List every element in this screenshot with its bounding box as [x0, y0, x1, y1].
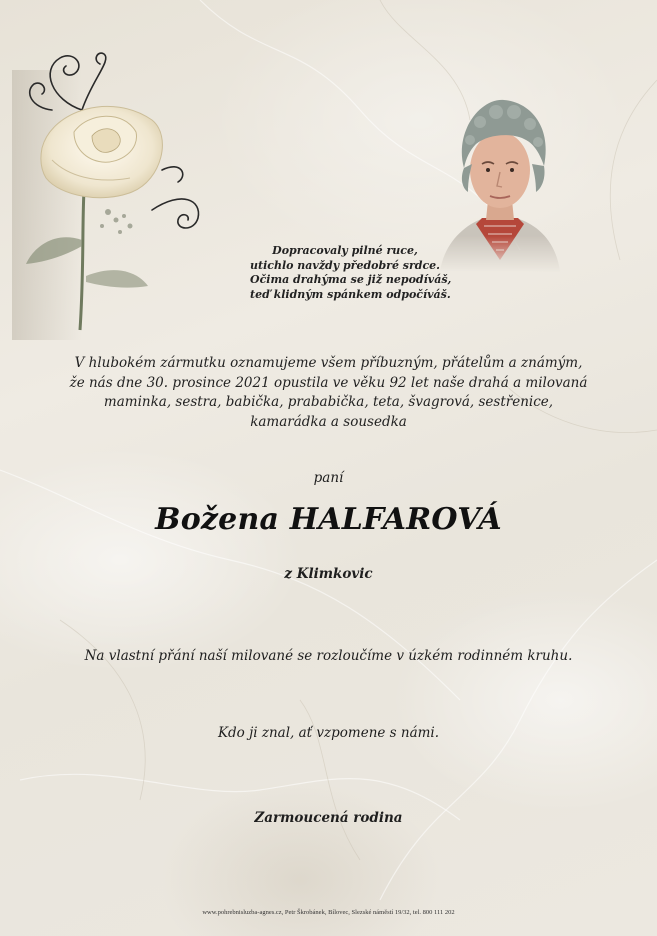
poem-line: Dopracovaly pilné ruce, [272, 244, 418, 257]
remembrance-line: Kdo ji znal, ať vzpomene s námi. [217, 725, 440, 741]
announcement [60, 354, 597, 432]
announcement-line: kamarádka a sousedka [250, 413, 407, 430]
farewell-note: Na vlastní přání naší milované se rozloučíme v úzkém rodinném kruhu. [84, 648, 573, 664]
portrait-photo-icon [440, 92, 560, 272]
salutation: paní [313, 470, 344, 486]
poem-line: teď klidným spánkem odpočíváš. [250, 287, 451, 301]
deceased-origin: z Klimkovic [284, 566, 373, 582]
announcement-line: V hlubokém zármutku oznamujeme všem příbuzným, přátelům a známým, [74, 355, 583, 371]
deceased-name: Božena HALFAROVÁ [155, 502, 502, 537]
poem-line: utichlo navždy předobré srdce. [250, 258, 441, 272]
poem-line: Očima drahýma se již nepodíváš, [250, 273, 452, 286]
announcement-line: že nás dne 30. prosince 2021 opustila ve věku 92 let naše drahá a milovaná [69, 374, 588, 391]
poem [250, 244, 452, 302]
footer-contact: www.pohrebnisluzba-agnes.cz, Petr Škrobánek, Bílovec, Slezské náměstí 19/32, tel. 800 111 202 [202, 909, 455, 916]
announcement-line: maminka, sestra, babička, prababička, teta, švagrová, sestřenice, [103, 394, 554, 410]
signature: Zarmoucená rodina [254, 810, 403, 826]
rose-decoration-icon [12, 40, 212, 340]
